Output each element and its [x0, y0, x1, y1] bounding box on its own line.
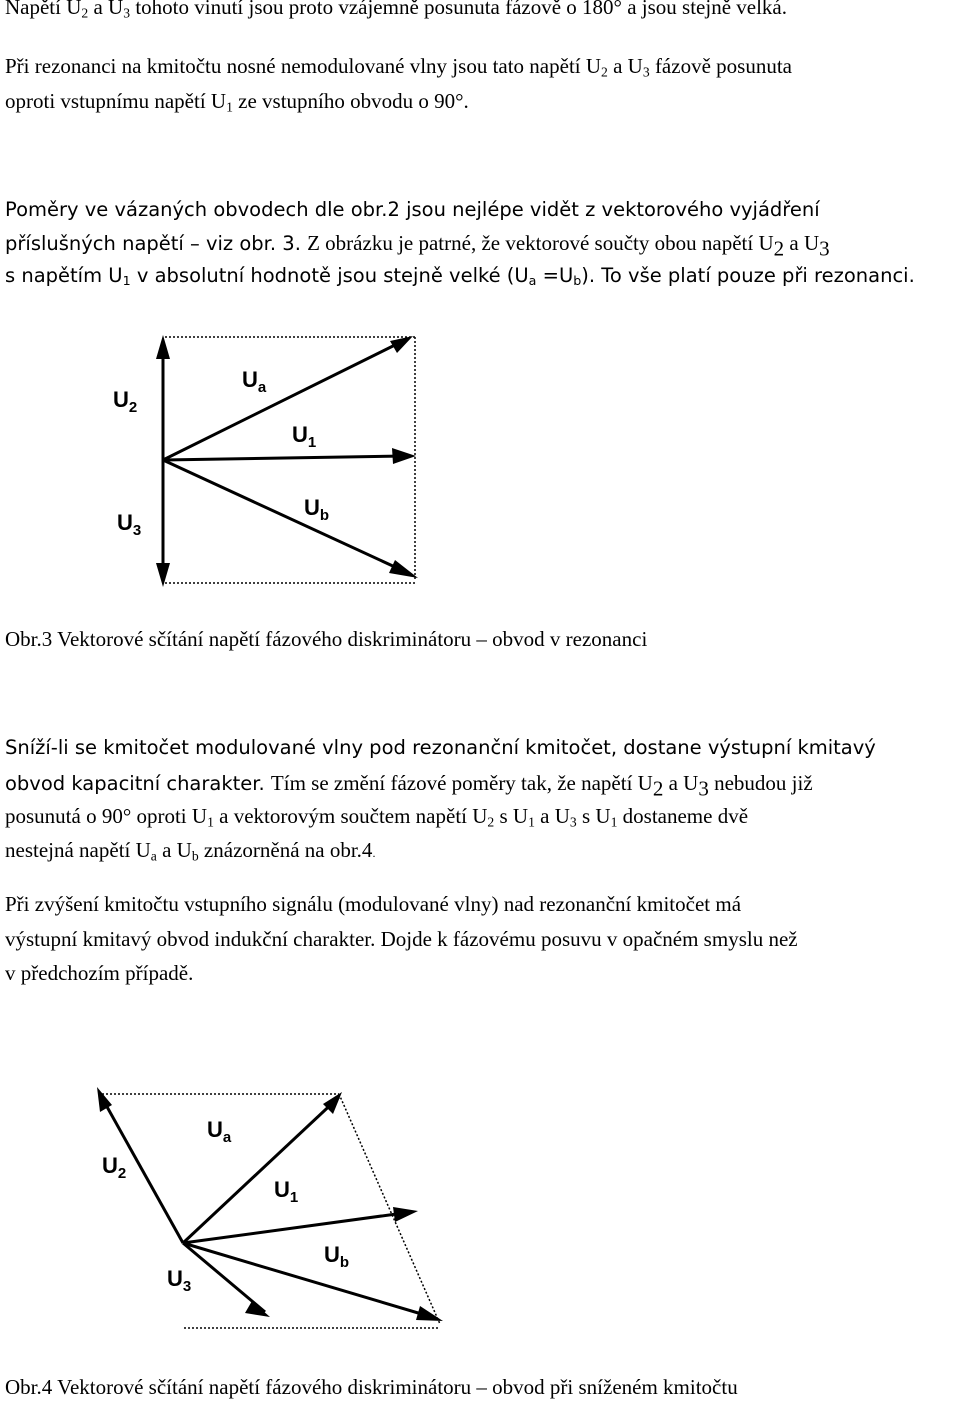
label-ub: $U_b$: [324, 1242, 350, 1271]
label-u1: $U_1$: [292, 422, 317, 451]
text-line: výstupní kmitavý obvod indukční charakter. Dojde k fázovému posuvu v opačném smyslu než: [5, 927, 798, 951]
label-ub: $U_b$: [304, 495, 330, 524]
text-line: Při zvýšení kmitočtu vstupního signálu (modulované vlny) nad rezonanční kmitočet má: [5, 892, 742, 916]
text-line: v předchozím případě.: [5, 961, 194, 985]
figure-caption: Obr.4 Vektorové sčítání napětí fázového diskriminátoru – obvod při sníženém kmitočtu: [5, 1375, 738, 1399]
label-u3: $U_3$: [167, 1266, 192, 1295]
text-line: posunutá o 90° oproti $U_1$ a vektorovým součtem napětí $U_2$ s $U_1$ a $U_3$ s $U_1$ dostaneme dvě: [5, 804, 749, 830]
label-u2: $U_2$: [102, 1153, 127, 1182]
label-u2: $U_2$: [113, 387, 138, 416]
text-line: s napětím $U_1$ v absolutní hodnotě jsou stejně velké $(U_a =U_b)$. To vše platí pouze při rezonanci.: [5, 264, 915, 289]
label-ua: $U_a$: [207, 1117, 232, 1146]
text-line: nestejná napětí $U_a$ a $U_b$ znázorněná na obr.4.: [5, 838, 376, 864]
text-line: příslušných napětí – viz obr. 3. Z obrázku je patrné, že vektorové součty obou napětí $U_2$ a $U_3$: [5, 231, 830, 261]
figure-caption: Obr.3 Vektorové sčítání napětí fázového diskriminátoru – obvod v rezonanci: [5, 627, 648, 651]
text-line: oproti vstupnímu napětí $U_1$ ze vstupního obvodu o 90°.: [5, 89, 469, 115]
text-line: Poměry ve vázaných obvodech dle obr.2 jsou nejlépe vidět z vektorového vyjádření: [5, 198, 820, 221]
label-u3: $U_3$: [117, 510, 142, 539]
label-ua: $U_a$: [242, 367, 267, 396]
text-line: Napětí $U_2$ a $U_3$ tohoto vinutí jsou proto vzájemně posunuta fázově o 180° a jsou stejně velká.: [5, 0, 787, 21]
label-u1: $U_1$: [274, 1177, 299, 1206]
vector-diagram-obr4: [0, 1080, 960, 1340]
text-line: obvod kapacitní charakter. Tím se změní fázové poměry tak, že napětí $U_2$ a $U_3$ nebudou již: [5, 771, 813, 801]
vector-diagram-obr3: [0, 325, 960, 625]
text-line: Při rezonanci na kmitočtu nosné nemodulované vlny jsou tato napětí $U_2$ a $U_3$ fázově posunuta: [5, 54, 792, 80]
text-line: Sníží-li se kmitočet modulované vlny pod rezonanční kmitočet, dostane výstupní kmitavý: [5, 736, 876, 759]
